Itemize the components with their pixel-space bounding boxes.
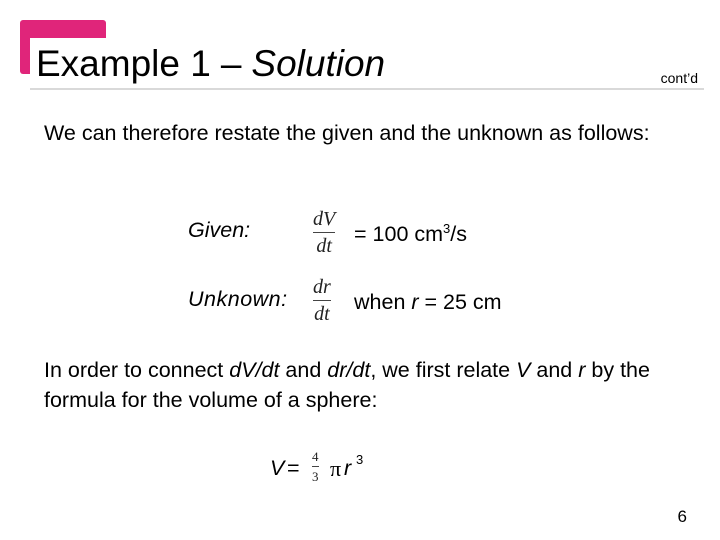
relation-text-4: and xyxy=(530,358,579,382)
relation-drdt: dr/dt xyxy=(327,358,371,382)
intro-paragraph: We can therefore restate the given and the unknown as follows: xyxy=(44,121,650,145)
four-thirds-fraction xyxy=(312,450,319,483)
unknown-condition-var: r xyxy=(411,290,419,314)
relation-paragraph xyxy=(44,355,664,415)
fraction-bar xyxy=(312,466,319,467)
formula-lhs: V xyxy=(270,456,285,480)
fraction-denominator: 3 xyxy=(312,469,319,484)
fraction-numerator: dV xyxy=(313,208,336,230)
given-value-exponent: 3 xyxy=(443,221,451,236)
unknown-row xyxy=(188,274,608,330)
sphere-volume-formula xyxy=(270,450,470,490)
relation-v: V xyxy=(516,358,531,382)
formula-equals: = xyxy=(287,456,300,480)
fraction-bar xyxy=(313,232,335,233)
relation-text-2: and xyxy=(279,358,328,382)
title-rule xyxy=(30,88,704,90)
given-row xyxy=(188,205,608,261)
unknown-condition-value: = 25 cm xyxy=(418,290,502,314)
dr-dt-fraction xyxy=(313,277,331,324)
dv-dt-fraction xyxy=(313,209,335,256)
fraction-numerator: dr xyxy=(313,276,331,298)
relation-text-3: , we first relate xyxy=(370,358,517,382)
unknown-condition-pre: when xyxy=(354,290,412,314)
formula-radius: r xyxy=(344,456,352,480)
continued-label: cont’d xyxy=(660,70,698,86)
relation-text-1: In order to connect xyxy=(44,358,230,382)
formula-exponent: 3 xyxy=(356,452,364,467)
page-number: 6 xyxy=(677,507,687,526)
fraction-numerator: 4 xyxy=(312,449,319,464)
slide-title xyxy=(36,42,385,86)
fraction-bar xyxy=(313,300,331,301)
title-main: Example 1 xyxy=(36,43,211,84)
fraction-denominator: dt xyxy=(314,303,330,325)
given-value-text: = 100 cm xyxy=(354,222,444,246)
title-italic: Solution xyxy=(251,43,386,84)
title-separator: – xyxy=(220,43,242,84)
relation-r: r xyxy=(578,358,586,382)
relation-dvdt: dV/dt xyxy=(229,358,280,382)
given-value-unit: /s xyxy=(450,222,468,246)
pi-symbol: π xyxy=(330,456,342,481)
fraction-denominator: dt xyxy=(316,235,332,257)
unknown-condition xyxy=(354,290,502,315)
unknown-label: Unknown: xyxy=(188,287,288,311)
relation-text-5: by the formula for the volume of a sphere: xyxy=(44,358,650,412)
given-label: Given: xyxy=(188,218,251,242)
given-value xyxy=(354,221,467,247)
